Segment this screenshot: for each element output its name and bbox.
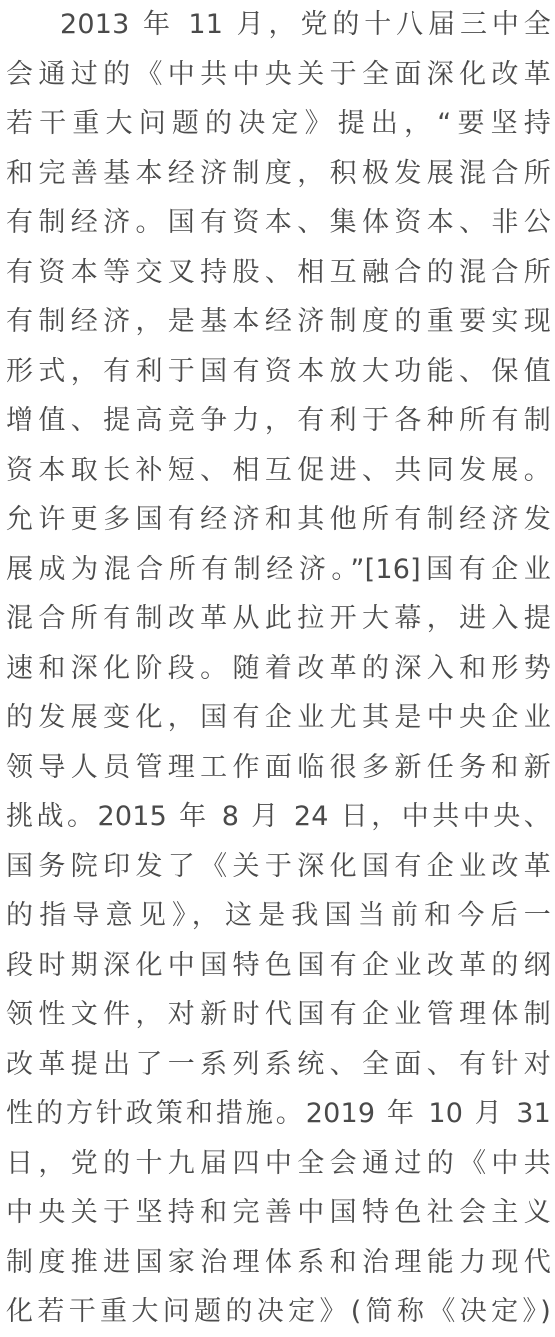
text-line-12: 展成为混合所有制经济。”[16]国有企业 [6, 553, 551, 585]
text-line-11: 允许更多国有经济和其他所有制经济发 [6, 504, 551, 535]
text-line-23: 性的方针政策和措施。2019 年 10 月 31 [6, 1098, 551, 1129]
text-line-6: 有资本等交叉持股、相互融合的混合所 [6, 256, 551, 288]
text-line-13: 混合所有制改革从此拉开大幕，进入提 [6, 603, 551, 634]
text-line-26: 制度推进国家治理体系和治理能力现代 [6, 1246, 551, 1278]
text-line-17: 挑战。2015 年 8 月 24 日，中共中央、 [6, 801, 551, 832]
text-line-9: 增值、提高竞争力，有利于各种所有制 [6, 405, 551, 436]
text-line-7: 有制经济，是基本经济制度的重要实现 [6, 306, 551, 337]
text-line-19: 的指导意见》，这是我国当前和今后一 [6, 900, 551, 931]
text-line-3: 若干重大问题的决定》提出，“要坚持 [6, 108, 551, 139]
text-line-15: 的发展变化，国有企业尤其是中央企业 [6, 702, 551, 733]
text-line-22: 改革提出了一系列系统、全面、有针对 [6, 1048, 551, 1080]
text-line-18: 国务院印发了《关于深化国有企业改革 [6, 850, 551, 882]
text-line-8: 形式，有利于国有资本放大功能、保值 [6, 355, 551, 387]
text-line-24: 日，党的十九届四中全会通过的《中共 [6, 1147, 551, 1179]
text-line-20: 段时期深化中国特色国有企业改革的纲 [6, 949, 551, 981]
text-line-2: 会通过的《中共中央关于全面深化改革 [6, 58, 551, 90]
text-line-5: 有制经济。国有资本、集体资本、非公 [6, 207, 551, 238]
text-line-25: 中央关于坚持和完善中国特色社会主义 [6, 1197, 551, 1228]
text-line-16: 领导人员管理工作面临很多新任务和新 [6, 751, 551, 783]
text-line-14: 速和深化阶段。随着改革的深入和形势 [6, 652, 551, 684]
text-line-27: 化若干重大问题的决定》(简称《决定》) [6, 1296, 551, 1327]
text-line-1: 2013 年 11 月，党的十八届三中全 [60, 9, 551, 40]
article-paragraph [6, 0, 551, 1337]
text-line-4: 和完善基本经济制度，积极发展混合所 [6, 157, 551, 189]
text-line-21: 领性文件，对新时代国有企业管理体制 [6, 999, 551, 1030]
text-line-10: 资本取长补短、相互促进、共同发展。 [6, 454, 551, 486]
